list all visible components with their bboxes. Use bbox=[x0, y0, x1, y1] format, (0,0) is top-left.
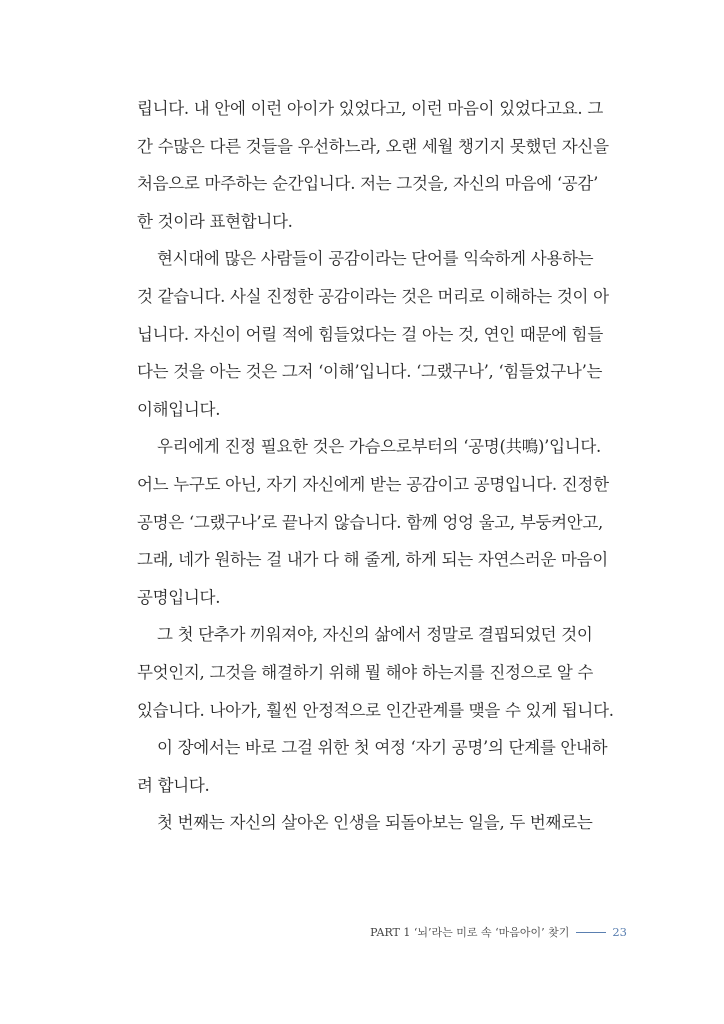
text-line: 어느 누구도 아닌, 자기 자신에게 받는 공감이고 공명입니다. 진정한 bbox=[137, 474, 609, 494]
body-text bbox=[137, 90, 637, 842]
text-line: 것 같습니다. 사실 진정한 공감이라는 것은 머리로 이해하는 것이 아 bbox=[137, 286, 609, 306]
text-line: 공명입니다. bbox=[137, 587, 221, 607]
text-line: 첫 번째는 자신의 살아온 인생을 되돌아보는 일을, 두 번째로는 bbox=[157, 813, 593, 833]
text-line: 우리에게 진정 필요한 것은 가슴으로부터의 ‘공명(共鳴)’입니다. bbox=[157, 437, 601, 457]
text-line: 이해입니다. bbox=[137, 399, 221, 419]
text-line: 려 합니다. bbox=[137, 775, 210, 795]
text-line: 한 것이라 표현합니다. bbox=[137, 211, 293, 231]
text-line: 다는 것을 아는 것은 그저 ‘이해’입니다. ‘그랬구나’, ‘힘들었구나’는 bbox=[137, 362, 603, 382]
text-line: 립니다. 내 안에 이런 아이가 있었다고, 이런 마음이 있었다고요. 그 bbox=[137, 99, 603, 118]
text-line: 그 첫 단추가 끼워져야, 자신의 삶에서 정말로 결핍되었던 것이 bbox=[157, 625, 593, 645]
text-line: 닙니다. 자신이 어릴 적에 힘들었다는 걸 아는 것, 연인 때문에 힘들 bbox=[137, 324, 603, 344]
text-line: 공명은 ‘그랬구나’로 끝나지 않습니다. 함께 엉엉 울고, 부둥켜안고, bbox=[137, 512, 603, 532]
text-line: 이 장에서는 바로 그걸 위한 첫 여정 ‘자기 공명’의 단계를 안내하 bbox=[157, 738, 608, 758]
footer-rule bbox=[576, 932, 606, 933]
text-line: 있습니다. 나아가, 훨씬 안정적으로 인간관계를 맺을 수 있게 됩니다. bbox=[137, 700, 614, 720]
text-line: 그래, 네가 원하는 걸 내가 다 해 줄게, 하게 되는 자연스러운 마음이 bbox=[137, 550, 608, 570]
text-line: 처음으로 마주하는 순간입니다. 저는 그것을, 자신의 마음에 ‘공감’ bbox=[137, 174, 599, 194]
text-line: 현시대에 많은 사람들이 공감이라는 단어를 익숙하게 사용하는 bbox=[157, 249, 594, 269]
page-number: 23 bbox=[612, 925, 627, 939]
text-line: 무엇인지, 그것을 해결하기 위해 뭘 해야 하는지를 진정으로 알 수 bbox=[137, 662, 594, 682]
text-line: 간 수많은 다른 것들을 우선하느라, 오랜 세월 챙기지 못했던 자신을 bbox=[137, 136, 609, 156]
page-footer bbox=[370, 924, 627, 940]
running-head: PART 1 ‘뇌’라는 미로 속 ‘마음아이’ 찾기 bbox=[370, 926, 570, 939]
